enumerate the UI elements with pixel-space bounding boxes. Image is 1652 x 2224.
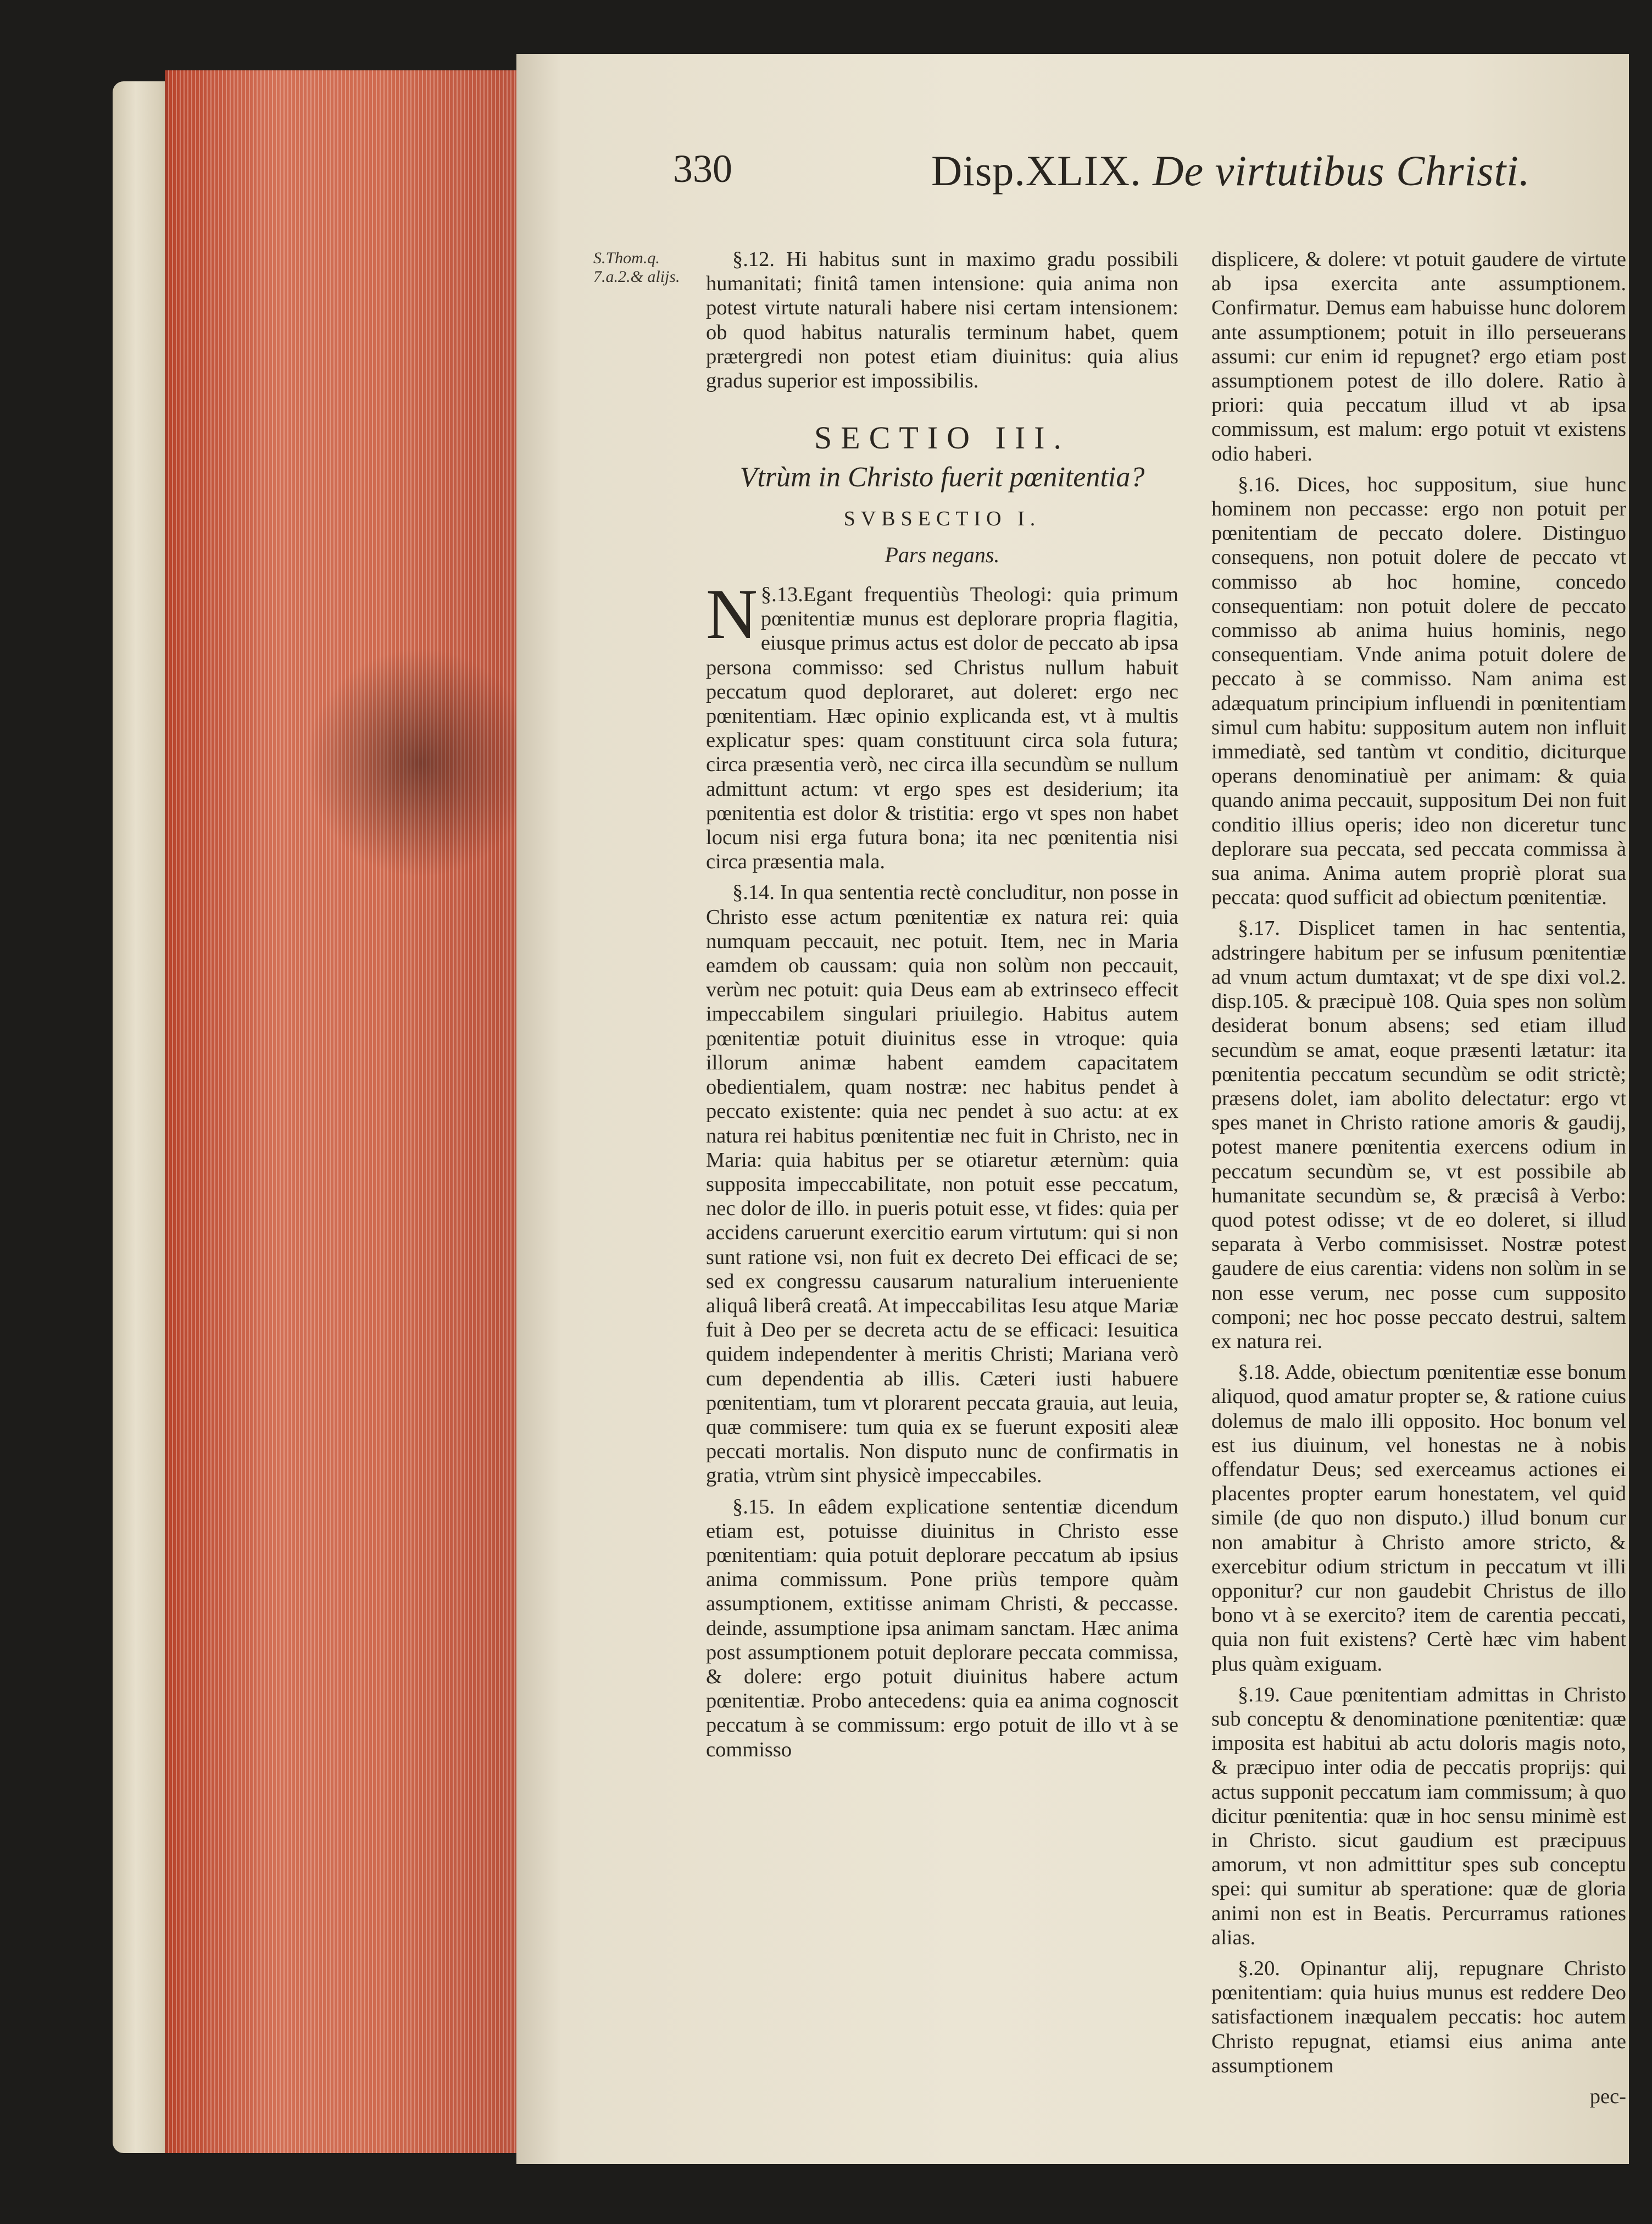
running-title-main: Disp.XLIX.: [931, 147, 1142, 195]
red-page-edges: [165, 70, 520, 2153]
paragraph-16: §.16. Dices, hoc suppositum, siue hunc hominem non peccasse: ergo non potuit per pœnitentiam de peccato dolere. Distinguo consequens, non potuit dolere de peccato vt commisso ab hoc homine, concedo consequentiam: non potuit dolere de peccato commisso ab anima huius hominis, nego consequentiam. Vnde anima potuit dolere de peccato à se commisso. Nam anima est adæquatum principium influendi in pœnitentiam simul cum habitu: suppositum autem non influit immediatè, sed tantùm vt conditio, diciturque operans denominatiuè per animam: & quia quando anima peccauit, suppositum Dei non fuit conditio illius operis; ideo non diceretur tunc deplorare sua peccata, sed peccata commissa à sua anima. Anima autem propriè plorat sua peccata: quod sufficit ad obiectum pœnitentiæ.: [1211, 473, 1626, 909]
subsection-title: SVBSECTIO I.: [843, 507, 1041, 530]
book-page: [516, 54, 1629, 2164]
paragraph-12: §.12. Hi habitus sunt in maximo gradu possibili humanitati; finitâ tamen intensione: quia anima non potest virtute naturali habere nisi certam intensionem: ob quod habitus naturalis terminum habet, quem prætergredi non potest etiam diuinitus: quia alius gradus superior est impossibilis.: [706, 248, 1178, 393]
right-column: [1211, 247, 1626, 2115]
left-column: [706, 247, 1178, 1768]
book: [113, 54, 1629, 2164]
drop-cap: N: [706, 575, 758, 655]
catchword: pec-: [1589, 2085, 1626, 2109]
section-question: Vtrùm in Christo fuerit pœnitentia?: [739, 462, 1145, 493]
paragraph-15: §.15. In eâdem explicatione sententiæ dicendum etiam est, potuisse diuinitus in Christo esse pœnitentiam: quia potuit deplorare peccatum ab ipsius anima commissum. Pone priùs tempore quàm assumptionem, extitisse animam Christi, & peccasse. deinde, assumptione ipsa animam sanctam. Hæc anima post assumptionem potuit deplorare peccata commissa, & dolere: ergo potuit diuinitus habere actum pœnitentiæ. Probo antecedens: quia ea anima cognoscit peccatum à se commissum: ergo potuit de illo vt à se commisso: [706, 1495, 1178, 1761]
page-number: 330: [673, 147, 732, 191]
margin-note: S.Thom.q. 7.a.2.& alijs.: [593, 249, 680, 286]
paragraph-17: §.17. Displicet tamen in hac sententia, adstringere habitum per se infusum pœnitentiæ ad vnum actum dumtaxat; vt de spe dixi vol.2. disp.105. & præcipuè 108. Quia spes non solùm desiderat bonum absens; sed etiam illud secundùm se amat, eoque præsenti lætatur: ita pœnitentia peccatum secundùm se odit strictè; præsens dolet, iam abolito delectatur: ergo vt spes manet in Christo ratione amoris & gaudij, potest manere pœnitentia exercens odium in peccatum secundùm se, vt est possibile ab humanitate secundùm se, & præcisâ à Verbo: quod potest odisse; vt de eo doleret, si illud separata à Verbo commisisset. Nostræ potest gaudere de eius carentia: videns non solùm in se non esse verum, nec posse cum supposito componi; nec hoc posse peccato destrui, saltem ex natura rei.: [1211, 917, 1626, 1353]
paragraph-14: §.14. In qua sententia rectè concluditur, non posse in Christo esse actum pœnitentiæ ex natura rei: quia numquam peccauit, nec potuit. Item, nec in Maria eamdem ob caussam: quia non solùm non peccauit, verùm nec potuit: quia Deus eam ab extrinseco effecit impeccabilem singulari priuilegio. Habitus autem pœnitentiæ potuit diuinitus esse in vtroque: quia illorum animæ habent eamdem capacitatem obedientialem, quam nostræ: nec habitus pendet à peccato existente: quia nec pendet à suo actu: at ex natura rei habitus pœnitentiæ nec fuit in Christo, nec in Maria: quia habitus per se otiaretur æternùm: quia supposita impeccabilitate, non potuit esse peccatum, nec dolor de illo. in pueris potuit esse, vt fides: quia per accidens caruerunt exercitio earum virtutum: qui si non sunt ratione vsi, non fuit ex decreto Dei efficaci de se; sed ex congressu causarum naturalium interueniente aliquâ liberâ creatâ. At impeccabilitas Iesu atque Mariæ fuit à Deo per se decreta actu de se efficaci: Iesuitica quidem independenter à meritis Christi; Mariana verò cum dependentia ab illis. Cæteri iusti habuere pœnitentiam, tum vt plorarent peccata grauia, aut leuia, quæ commisere: tum quia ex se fuerunt expositi aleæ peccati mortalis. Non disputo nunc de confirmatis in gratia, vtrùm sint physicè impeccabiles.: [706, 881, 1178, 1488]
paragraph-13-number: §.13.: [760, 583, 803, 607]
paragraph-15-continued: displicere, & dolere: vt potuit gaudere de virtute ab ipsa exercita ante assumptionem. Confirmatur. Demus eam habuisse hunc dolorem ante assumptionem; potuit in illo perseuerans assumi: cur enim id repugnet? ergo etiam post assumptionem potest de illo dolere. Ratio à priori: quia peccatum illud vt ab ipsa commissum, est malum: ergo potuit vt existens odio haberi.: [1211, 248, 1626, 465]
paragraph-19: §.19. Caue pœnitentiam admittas in Christo sub conceptu & denominatione pœnitentiæ: quæ imposita est habitui ab actu doloris magis noto, & præcipuo inter odia de peccatis proprijs: qui actus supponit peccatum iam commissum; à quo dicitur pœnitentia: quæ in hoc sensu minimè est in Christo. sicut gaudium est præcipuus amorum, vt non admittitur spes sub conceptu spei: qui sumitur ab speratione: quæ de gloria animi non est in Beatis. Percurramus rationes alias.: [1211, 1683, 1626, 1949]
paragraph-13: [706, 575, 1178, 874]
edge-stain: [305, 647, 536, 878]
running-header: [673, 146, 1618, 201]
pars-title: Pars negans.: [885, 542, 1000, 567]
running-title-italic: De virtutibus Christi.: [1153, 147, 1531, 195]
paragraph-20: §.20. Opinantur alij, repugnare Christo pœnitentiam: quia huius munus est reddere Deo satisfactionem inæqualem peccatis: hoc autem Christo repugnat, etiamsi eius anima ante assumptionem: [1211, 1957, 1626, 2077]
section-title: SECTIO III.: [814, 420, 1070, 456]
paragraph-18: §.18. Adde, obiectum pœnitentiæ esse bonum aliquod, quod amatur propter se, & ratione cuius dolemus de malo illi opposito. Hoc bonum vel est ius diuinum, vel honestas ne à nobis offendatur Deus; sed exerceamus actiones ei placentes propter earum honestatem, vel quid simile (de quo non disputo.) illud bonum cur non amabitur à Christo amore stricto, & exercebitur odium strictum in peccatum vt illi opponitur? cur non gaudebit Christus de illo bono vt à se exercito? item de carentia peccati, quia non fuit existens? Certè hæc vim habent plus quàm exiguam.: [1211, 1361, 1626, 1676]
paragraph-13-text: Egant frequentiùs Theologi: quia primum pœnitentiæ munus est deplorare propria flagitia, eiusque primus actus est dolor de peccato ab ipsa persona commisso: sed Christus nullum habuit peccatum quod deploraret, aut doleret: ergo nec pœnitentiam. Hæc opinio explicanda est, vt à multis explicatur spes: quam constituunt circa sola futura; circa præsentia verò, nec circa illa secundùm se nullum admittunt actum: vt ergo spes est desiderium; ita pœnitentia est dolor & tristitia: ergo vt spes non habet locum nisi erga futura bona; ita nec pœnitentia nisi circa præsentia mala.: [706, 583, 1178, 874]
running-title: [931, 146, 1530, 196]
